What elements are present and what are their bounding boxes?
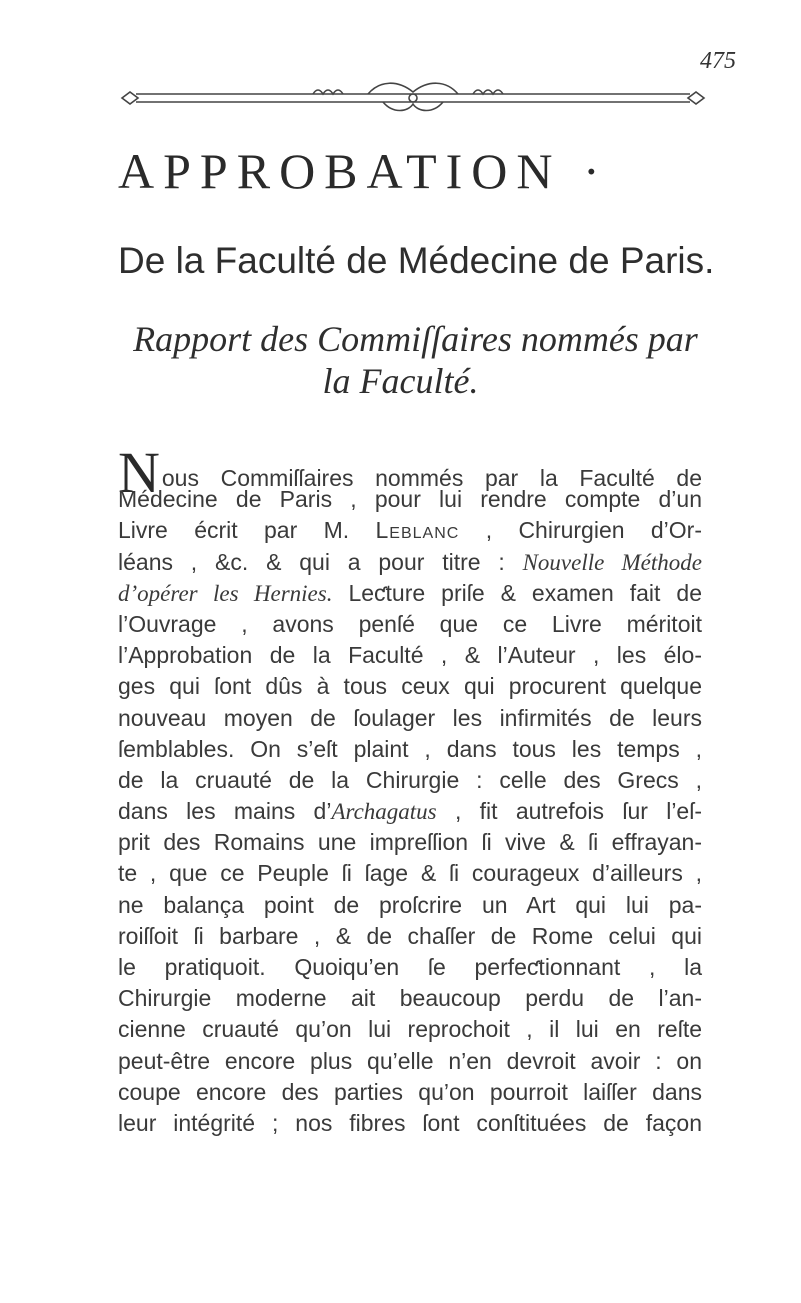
page-number: 475 (700, 48, 736, 74)
book-title: d’opérer les Hernies. (118, 580, 333, 606)
author-name: Leblanc (375, 517, 460, 544)
page-title: APPROBATION · (118, 143, 609, 199)
text-line: le pratiquoit. Quoiqu’en ſe perfeƈtionnant , la (118, 954, 702, 980)
drop-cap: N (118, 440, 160, 505)
text-line (118, 547, 702, 578)
text-line (118, 796, 702, 827)
section-heading (0, 318, 801, 402)
text-line: roiſſoit ſi barbare , & de chaſſer de Rome celui qui (118, 922, 702, 949)
text-span: , fit autrefois ſur l’eſ- (436, 798, 702, 825)
text-line: l’Approbation de la Faculté , & l’Auteur , les élo- (118, 642, 702, 669)
section-heading-line-2: la Faculté. (322, 361, 479, 401)
text-span: léans , &c. & qui a pour titre : (118, 548, 523, 575)
body-paragraph (118, 440, 703, 1139)
text-span: , Chirurgien d’Or- (459, 517, 703, 544)
text-line: ne balança point de proſcrire un Art qui lui pa- (118, 891, 702, 918)
text-line: nouveau moyen de ſoulager les infirmités de leurs (118, 704, 702, 731)
text-line: leur intégrité ; nos fibres ſont conſtituées de façon (118, 1109, 702, 1136)
text-line: cienne cruauté qu’on lui reprochoit , il lui en reſte (118, 1016, 702, 1043)
text-line: ſemblables. On s’eſt plaint , dans tous les temps , (118, 735, 702, 762)
page-subtitle: De la Faculté de Médecine de Paris. (118, 240, 715, 281)
text-line (118, 515, 702, 546)
section-heading-line-1: Rapport des Commiſſaires nommés par (133, 319, 698, 359)
text-line (118, 578, 702, 609)
text-line: peut-être encore plus qu’elle n’en devroit avoir : on (118, 1047, 702, 1074)
text-line: Médecine de Paris , pour lui rendre compte d’un (118, 486, 702, 513)
book-title: Nouvelle Méthode (522, 549, 702, 575)
text-span: Livre écrit par M. (118, 517, 376, 544)
text-line: prit des Romains une impreſſion ſi vive & ſi effrayan- (118, 829, 702, 856)
text-line: ges qui ſont dûs à tous ceux qui procurent quelque (118, 673, 702, 700)
text-line: l’Ouvrage , avons penſé que ce Livre méritoit (118, 610, 702, 637)
text-line: de la cruauté de la Chirurgie : celle des Grecs , (118, 766, 702, 793)
text-span: ous Commiſſaires nommés par la Faculté de (161, 465, 702, 491)
text-line: te , que ce Peuple ſi ſage & ſi courageux d’ailleurs , (118, 860, 702, 887)
text-span: dans les mains d’ (118, 798, 332, 825)
decorative-rule-icon (118, 80, 708, 120)
proper-name: Archagatus (331, 799, 437, 825)
text-line: Chirurgie moderne ait beaucoup perdu de l’an- (118, 985, 702, 1012)
text-span: Leƈture priſe & examen fait de (332, 579, 702, 606)
text-line: coupe encore des parties qu’on pourroit laiſſer dans (118, 1078, 702, 1105)
